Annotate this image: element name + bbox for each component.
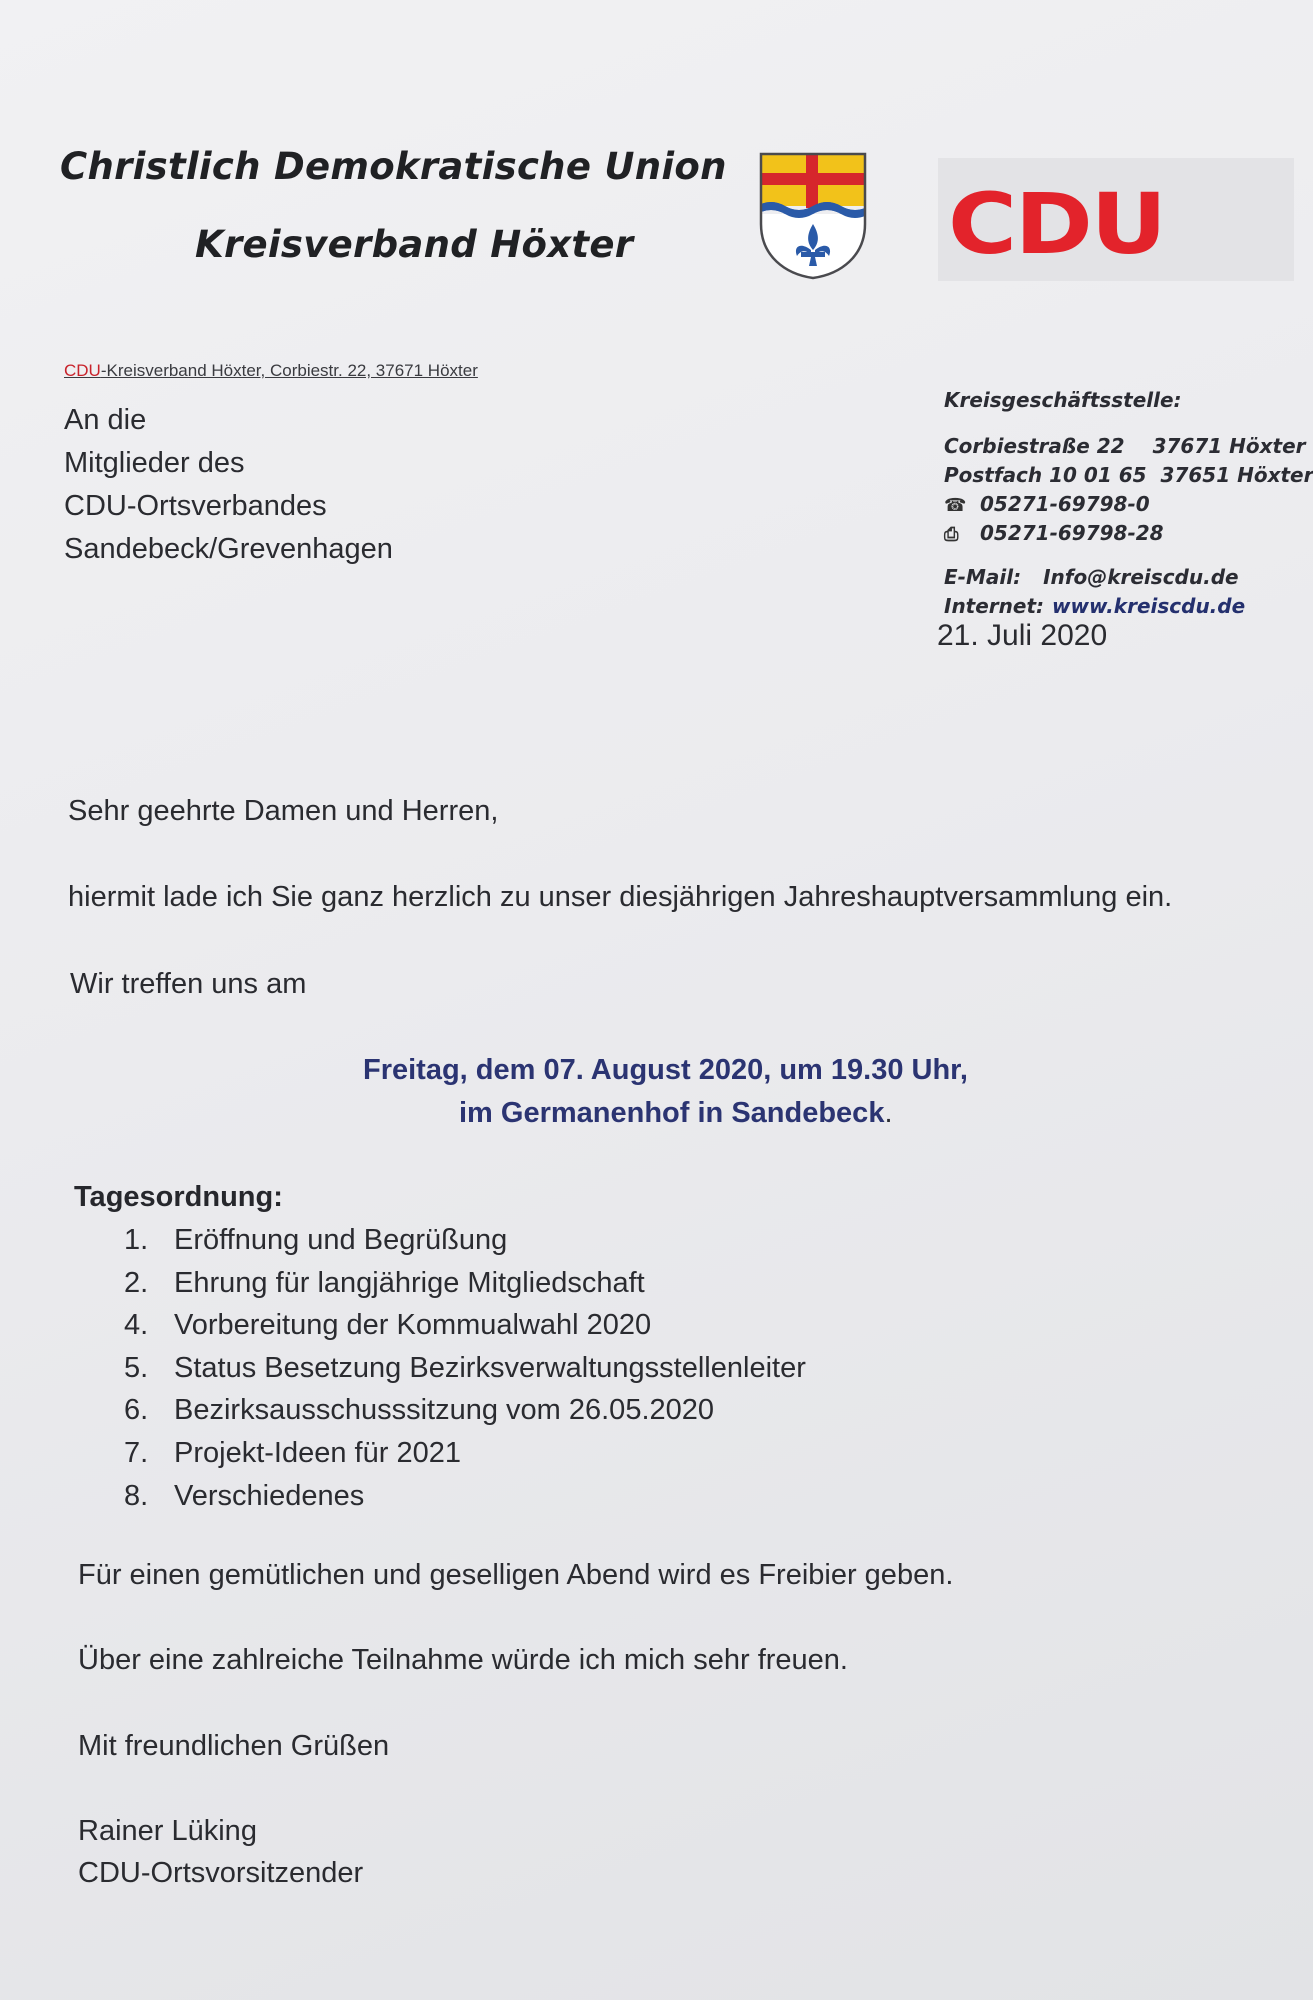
- agenda-item: [124, 1480, 364, 1513]
- recipient-line: CDU-Ortsverbandes: [64, 490, 327, 522]
- agenda-text: Status Besetzung Bezirksverwaltungsstellenleiter: [174, 1352, 806, 1384]
- office-street-city: 37671 Höxter: [1152, 434, 1306, 458]
- agenda-text: Vorbereitung der Kommualwahl 2020: [174, 1309, 652, 1341]
- email-address[interactable]: Info@kreiscdu.de: [1043, 565, 1239, 589]
- office-pobox-city: 37651 Höxter: [1160, 463, 1313, 487]
- phone-icon: ☎: [944, 495, 967, 516]
- agenda-number: 8.: [124, 1480, 149, 1512]
- salutation: Sehr geehrte Damen und Herren,: [68, 795, 499, 827]
- agenda-item: [124, 1437, 461, 1470]
- return-address: [64, 361, 478, 381]
- agenda-number: 4.: [124, 1309, 149, 1341]
- coat-of-arms-icon: [757, 150, 869, 282]
- agenda-number: 7.: [124, 1437, 149, 1469]
- agenda-number: 1.: [124, 1224, 149, 1256]
- agenda-number: 6.: [124, 1394, 149, 1426]
- event-location-period: .: [884, 1097, 893, 1129]
- office-heading: Kreisgeschäftsstelle:: [944, 388, 1182, 412]
- signer-name: Rainer Lüking: [78, 1815, 257, 1847]
- return-address-text: -Kreisverband Höxter, Corbiestr. 22, 37671 Höxter: [100, 361, 478, 380]
- agenda-text: Projekt-Ideen für 2021: [174, 1437, 461, 1469]
- office-pobox: [944, 463, 1313, 487]
- fax-icon: ⎙: [944, 524, 959, 545]
- org-district: Kreisverband Höxter: [195, 223, 634, 266]
- office-street: [944, 434, 1306, 458]
- agenda-text: Bezirksausschusssitzung vom 26.05.2020: [174, 1394, 715, 1426]
- agenda-text: Verschiedenes: [174, 1480, 365, 1512]
- agenda-number: 5.: [124, 1352, 149, 1384]
- office-phone-number: 05271-69798-0: [980, 492, 1150, 516]
- agenda-text: Eröffnung und Begrüßung: [174, 1224, 508, 1256]
- office-fax: [944, 521, 1164, 545]
- office-internet: [944, 594, 1245, 618]
- email-label: E-Mail:: [944, 565, 1022, 589]
- agenda-item: [124, 1352, 806, 1385]
- recipient-line: An die: [64, 404, 147, 436]
- office-fax-number: 05271-69798-28: [980, 521, 1164, 545]
- agenda-text: Ehrung für langjährige Mitgliedschaft: [174, 1267, 645, 1299]
- meeting-intro: Wir treffen uns am: [70, 968, 307, 1000]
- agenda-item: [124, 1394, 714, 1427]
- closing-greeting: Mit freundlichen Grüßen: [78, 1730, 390, 1762]
- event-location: [459, 1097, 893, 1130]
- office-phone: [944, 492, 1150, 516]
- office-street-name: Corbiestraße 22: [944, 434, 1125, 458]
- agenda-title: Tagesordnung:: [74, 1181, 283, 1213]
- letter-date: 21. Juli 2020: [937, 619, 1108, 652]
- event-location-text: im Germanenhof in Sandebeck: [459, 1097, 885, 1129]
- agenda-item: [124, 1267, 645, 1300]
- internet-link[interactable]: www.kreiscdu.de: [1052, 594, 1246, 618]
- invitation-text: hiermit lade ich Sie ganz herzlich zu unser diesjährigen Jahreshauptversammlung ein.: [68, 881, 1173, 913]
- recipient-line: Mitglieder des: [64, 447, 245, 479]
- agenda-item: [124, 1224, 507, 1257]
- return-address-prefix: CDU: [64, 361, 101, 380]
- beer-note: Für einen gemütlichen und geselligen Abend wird es Freibier geben.: [78, 1559, 954, 1591]
- participation-note: Über eine zahlreiche Teilnahme würde ich mich sehr freuen.: [78, 1644, 848, 1676]
- event-date-time: Freitag, dem 07. August 2020, um 19.30 Uhr,: [363, 1054, 968, 1086]
- office-email: [944, 565, 1239, 589]
- office-pobox-number: Postfach 10 01 65: [944, 463, 1147, 487]
- signer-title: CDU-Ortsvorsitzender: [78, 1857, 364, 1889]
- cdu-logo: CDU: [948, 175, 1165, 273]
- recipient-line: Sandebeck/Grevenhagen: [64, 533, 393, 565]
- org-name: Christlich Demokratische Union: [60, 145, 727, 188]
- agenda-number: 2.: [124, 1267, 149, 1299]
- agenda-item: [124, 1309, 651, 1342]
- internet-label: Internet:: [944, 594, 1045, 618]
